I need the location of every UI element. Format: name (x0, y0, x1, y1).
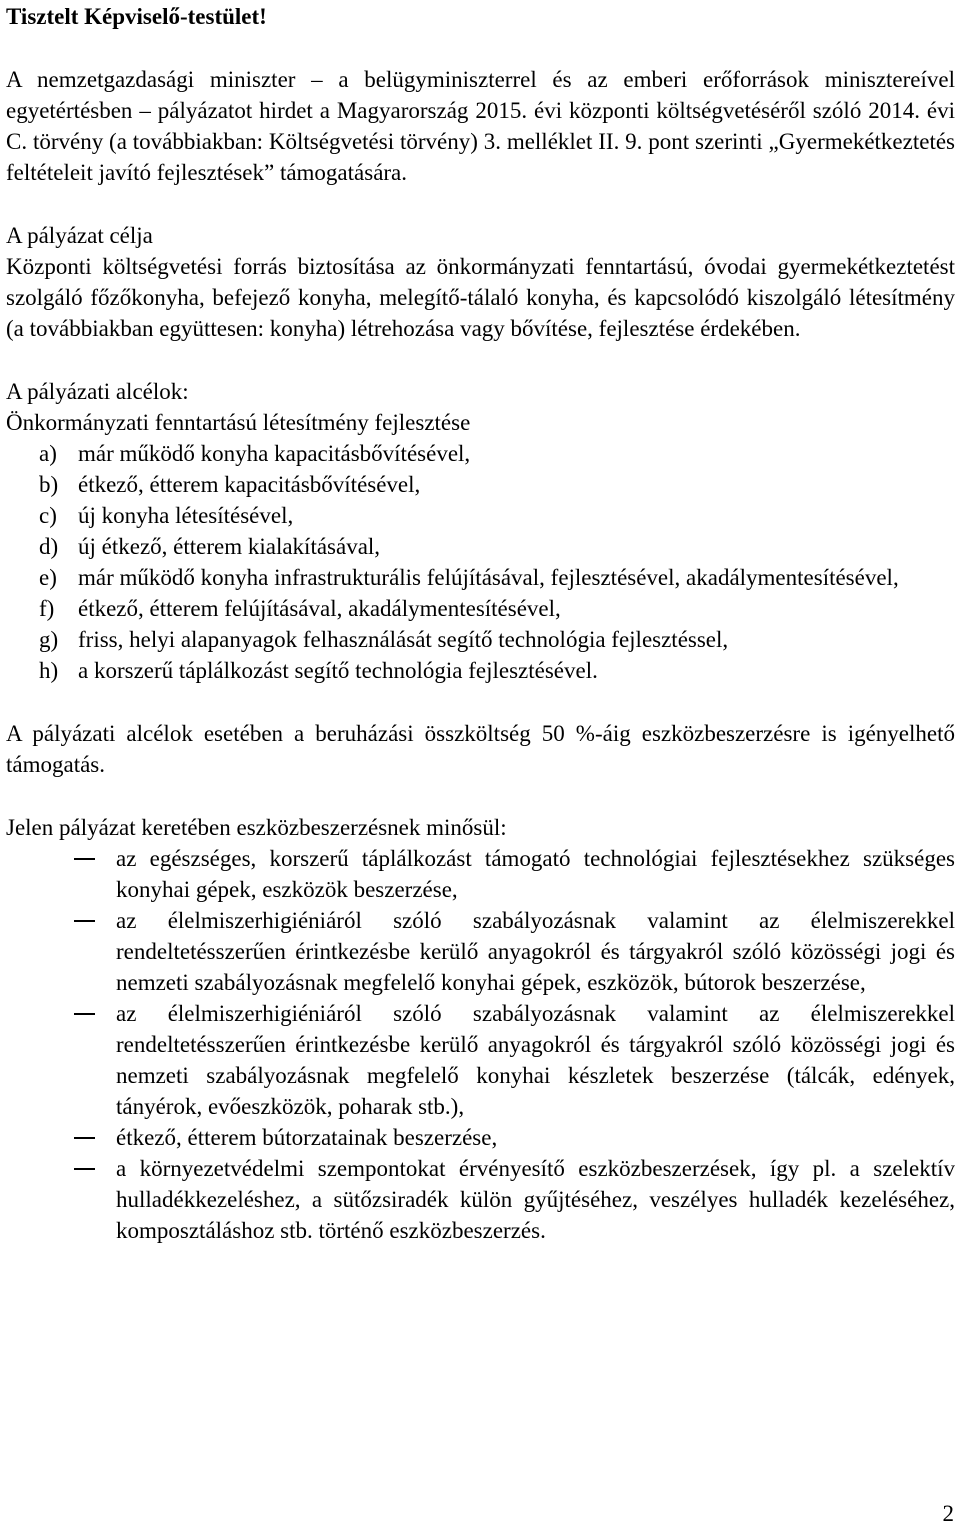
list-marker: h) (39, 658, 59, 683)
list-item (6, 469, 955, 500)
list-item-text: étkező, étterem kapacitásbővítésével, (78, 472, 421, 497)
list-marker: e) (39, 565, 57, 590)
list-item (6, 593, 955, 624)
spacer (6, 32, 955, 64)
document-title: Tisztelt Képviselő-testület! (6, 4, 267, 29)
page-number: 2 (942, 1501, 954, 1526)
list-item (6, 655, 955, 686)
subgoals-subheading: Önkormányzati fenntartású létesítmény fejlesztése (6, 410, 471, 435)
list-item-text: már működő konyha infrastrukturális felújításával, fejlesztésével, akadálymentesítésével, (78, 565, 899, 590)
dash-bullet-icon (74, 920, 95, 922)
list-marker: g) (39, 627, 59, 652)
list-item (6, 531, 955, 562)
list-item (6, 438, 955, 469)
subgoals-heading: A pályázati alcélok: (6, 379, 189, 404)
dash-bullet-icon (74, 858, 95, 860)
list-item (6, 905, 955, 998)
list-item (6, 998, 955, 1122)
list-item-text: étkező, étterem felújításával, akadálymentesítésével, (78, 596, 561, 621)
list-marker: a) (39, 441, 57, 466)
equipment-list (6, 843, 955, 1246)
list-marker: d) (39, 534, 59, 559)
dash-bullet-icon (74, 1168, 95, 1170)
spacer (6, 780, 955, 812)
document-page (6, 0, 955, 1246)
list-marker: c) (39, 503, 57, 528)
list-item-text: étkező, étterem bútorzatainak beszerzése, (116, 1125, 498, 1150)
spacer (6, 188, 955, 220)
list-item-text: a környezetvédelmi szempontokat érvényesítő eszközbeszerzések, így pl. a szelektív hulladékkezeléshez, a sütőzsiradék külön gyűjtéséhez, veszélyes hulladék kezeléséhez, komposztáláshoz stb. történő eszközbeszerzés. (116, 1156, 955, 1243)
list-item (6, 1153, 955, 1246)
support-note-paragraph: A pályázati alcélok esetében a beruházási összköltség 50 %-áig eszközbeszerzésre is igényelhető támogatás. (6, 721, 955, 777)
list-item-text: új konyha létesítésével, (78, 503, 294, 528)
list-item (6, 562, 955, 593)
purpose-paragraph: Központi költségvetési forrás biztosítása az önkormányzati fenntartású, óvodai gyermekétkeztetést szolgáló főzőkonyha, befejező konyha, melegítő-tálaló konyha, és kapcsolódó kiszolgáló létesítmény (a továbbiakban együttesen: konyha) létrehozása vagy bővítése, fejlesztése érdekében. (6, 254, 955, 341)
equipment-heading: Jelen pályázat keretében eszközbeszerzésnek minősül: (6, 815, 507, 840)
list-marker: f) (39, 596, 55, 621)
list-item-text: már működő konyha kapacitásbővítésével, (78, 441, 471, 466)
subgoals-list (6, 438, 955, 686)
dash-bullet-icon (74, 1137, 95, 1139)
list-item-text: új étkező, étterem kialakításával, (78, 534, 381, 559)
list-item (6, 1122, 955, 1153)
list-item (6, 500, 955, 531)
list-item-text: a korszerű táplálkozást segítő technológia fejlesztésével. (78, 658, 598, 683)
purpose-heading: A pályázat célja (6, 223, 153, 248)
list-item (6, 624, 955, 655)
list-item-text: az élelmiszerhigiéniáról szóló szabályozásnak valamint az élelmiszerekkel rendeltetésszerűen érintkezésbe kerülő anyagokról és tárgyakról szóló közösségi jogi és nemzeti szabályozásnak megfelelő konyhai gépek, eszközök, bútorok beszerzése, (116, 908, 955, 995)
dash-bullet-icon (74, 1013, 95, 1015)
list-item-text: az élelmiszerhigiéniáról szóló szabályozásnak valamint az élelmiszerekkel rendeltetésszerűen érintkezésbe kerülő anyagokról és tárgyakról szóló közösségi jogi és nemzeti szabályozásnak megfelelő konyhai készletek beszerzése (tálcák, edények, tányérok, evőeszközök, poharak stb.), (116, 1001, 955, 1119)
intro-paragraph: A nemzetgazdasági miniszter – a belügyminiszterrel és az emberi erőforrások minisztereível egyetértésben – pályázatot hirdet a Magyarország 2015. évi központi költségvetéséről szóló 2014. évi C. törvény (a továbbiakban: Költségvetési törvény) 3. melléklet II. 9. pont szerinti „Gyermekétkeztetés feltételeit javító fejlesztések” támogatására. (6, 67, 955, 185)
list-item-text: friss, helyi alapanyagok felhasználását segítő technológia fejlesztéssel, (78, 627, 729, 652)
spacer (6, 344, 955, 376)
list-item-text: az egészséges, korszerű táplálkozást támogató technológiai fejlesztésekhez szükséges konyhai gépek, eszközök beszerzése, (116, 846, 955, 902)
list-marker: b) (39, 472, 59, 497)
list-item (6, 843, 955, 905)
spacer (6, 686, 955, 718)
